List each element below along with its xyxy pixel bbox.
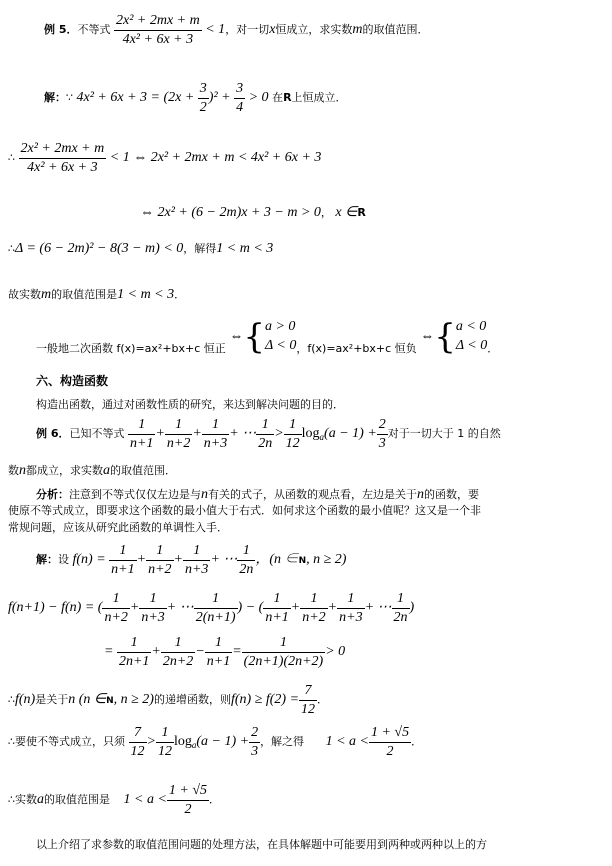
quadratic-inequality: ⇔ 2x² + (6 − 2m)x + 3 − m > 0: [140, 205, 321, 220]
because-symbol: ∵: [66, 91, 73, 104]
analysis-line-3: 常规问题，应该从研究此函数的单调性入手．: [8, 521, 228, 534]
example-6-tail: 对于一切大于 1 的自然: [387, 427, 501, 440]
solution-6-define: 解：设 f(n) = $\frac{1}{n+1}$ + $\frac{1}{n+2}$ + $\frac{1}{n+3}$ + ⋯ $\frac{1}{2n}$ ，(n ∈N, n ≥ 2): [36, 543, 347, 577]
condition-text: 在: [272, 91, 284, 104]
conclusion-pre: 故实数: [8, 288, 41, 301]
solution-5-conclusion: [8, 286, 185, 304]
general-quadratic-note: [36, 318, 498, 356]
example-5-title: 例 5．: [44, 23, 78, 36]
general-end: ．: [487, 342, 499, 356]
example-5-lead: 不等式: [77, 23, 111, 36]
solution-6-final: ∴实数a的取值范围是 1 < a < $\frac{1 + √5}{2}$ ．: [8, 783, 221, 817]
variable-m: m: [352, 22, 363, 37]
separator: ，: [320, 206, 332, 219]
analysis-label: 分析：: [36, 488, 69, 501]
equivalence-fraction: $\frac{\text{2x² + 2mx + m}}{\text{4x² + 6x + 3}}$: [20, 141, 105, 175]
solution-6-simplified: = $\frac{1}{2n+1}$ + $\frac{1}{2n+2}$ − $\frac{1}{n+1}$ = $\frac{1}{(2n+1)(2n+2)}$ > 0: [104, 635, 346, 669]
example-6-line-1: 例 6．已知不等式 $\frac{1}{n+1}$ + $\frac{1}{n+2}$ + $\frac{1}{n+3}$ + ⋯ $\frac{1}{2n}$ > $\frac{1}{12}$ $\log_a(a - 1)$ + $\frac{2}{3}$ 对于一切大于 1 的自然: [36, 417, 501, 451]
equation-rhs: > 0: [248, 90, 269, 105]
therefore-symbol: ∴: [8, 242, 15, 255]
real-set-symbol: R: [357, 206, 366, 219]
iff-symbol: ⇔: [229, 328, 244, 344]
example-5-line: [44, 12, 429, 48]
example-5-fraction: $\frac{\text{2x² + 2mx + m}}{\text{4x² + 6x + 3}}$: [115, 13, 200, 47]
conclusion-end: ．: [174, 288, 186, 301]
conclusion-mid: 的取值范围是: [51, 288, 118, 301]
example-5-relation: < 1: [205, 22, 226, 37]
fraction-3-4: $\frac{3}{4}$: [236, 81, 244, 115]
fraction-3-2: $\frac{3}{2}$: [199, 81, 207, 115]
variable-m: m: [41, 287, 52, 302]
left-brace-icon: {: [434, 316, 456, 357]
solution-5-step-1: [44, 80, 347, 116]
equation-lhs: 4x² + 6x + 3 = (2x +: [76, 90, 195, 105]
summary-line: 以上介绍了求参数的取值范围问题的处理方法，在具体解题中可能要用到两种或两种以上的方: [36, 838, 487, 851]
positive-conditions: a > 0 Δ < 0: [264, 319, 297, 353]
example-6-title: 例 6．: [36, 427, 70, 440]
solution-6-increasing: ∴f(n)是关于n (n ∈N, n ≥ 2)的递增函数，则f(n) ≥ f(2) = $\frac{7}{12}$ ．: [8, 683, 329, 717]
real-set-symbol: R: [283, 91, 292, 104]
conclusion-range: 1 < m < 3: [117, 287, 175, 302]
x-in-r: x ∈: [335, 205, 358, 220]
solve-text: ，解得: [183, 242, 217, 255]
section-6-description: 构造出函数，通过对函数性质的研究，来达到解决问题的目的．: [36, 398, 344, 411]
solution-6-requirement: ∴要使不等式成立，只须 $\frac{7}{12}$ > $\frac{1}{12}$ $\log_a(a - 1)$ + $\frac{2}{3}$ ，解之得 1 < a < $\frac{1 + √5}{2}$ ．: [8, 725, 423, 759]
left-brace-icon: {: [243, 316, 265, 357]
solution-5-step-4: [8, 240, 273, 258]
condition-text-2: 上恒成立．: [291, 91, 347, 104]
negative-conditions: a < 0 Δ < 0: [455, 319, 488, 353]
m-range: 1 < m < 3: [216, 241, 274, 256]
analysis-line-1: 分析：注意到不等式仅仅左边是与n有关的式子，从函数的观点看，左边是关于n的函数，要: [36, 487, 479, 502]
therefore-symbol: ∴: [8, 151, 15, 164]
section-6-title: 六、构造函数: [36, 374, 109, 388]
equivalence-rest: < 1 ⇔ 2x² + 2mx + m < 4x² + 6x + 3: [109, 150, 322, 165]
equation-mid: )² +: [208, 90, 231, 105]
solution-6-label: 解：: [36, 553, 58, 566]
solution-5-label: 解：: [44, 91, 66, 104]
discriminant-inequality: Δ = (6 − 2m)² − 8(3 − m) < 0: [15, 241, 184, 256]
example-5-tail-2: 恒成立，求实数: [275, 23, 353, 36]
example-6-lead: 已知不等式: [69, 427, 125, 440]
solution-6-difference: f(n+1) − f(n) = ( $\frac{1}{n+2}$ + $\frac{1}{n+3}$ + ⋯ $\frac{1}{2(n+1)}$ ) − ( $\frac{1}{n+1}$ + $\frac{1}{n+2}$ + $\frac{1}{n+3}$ + ⋯ $\frac{1}{2n}$ ): [8, 591, 415, 625]
example-6-line-2: 数n都成立，求实数a的取值范围．: [8, 463, 176, 478]
example-5-tail-3: 的取值范围．: [362, 23, 429, 36]
general-positive-text: 一般地二次函数 f(x)=ax²+bx+c 恒正: [36, 342, 226, 356]
iff-symbol: ⇔: [420, 328, 435, 344]
general-negative-text: ，f(x)=ax²+bx+c 恒负: [296, 342, 417, 356]
example-5-tail-1: ，对一切: [225, 23, 270, 36]
solution-5-step-2: [8, 140, 321, 176]
variable-x: x: [269, 22, 276, 37]
solution-5-step-3: [140, 204, 366, 222]
analysis-line-2: 使原不等式成立，即要求这个函数的最小值大于右式．如何求这个函数的最小值呢？这又是一个非: [8, 504, 481, 517]
